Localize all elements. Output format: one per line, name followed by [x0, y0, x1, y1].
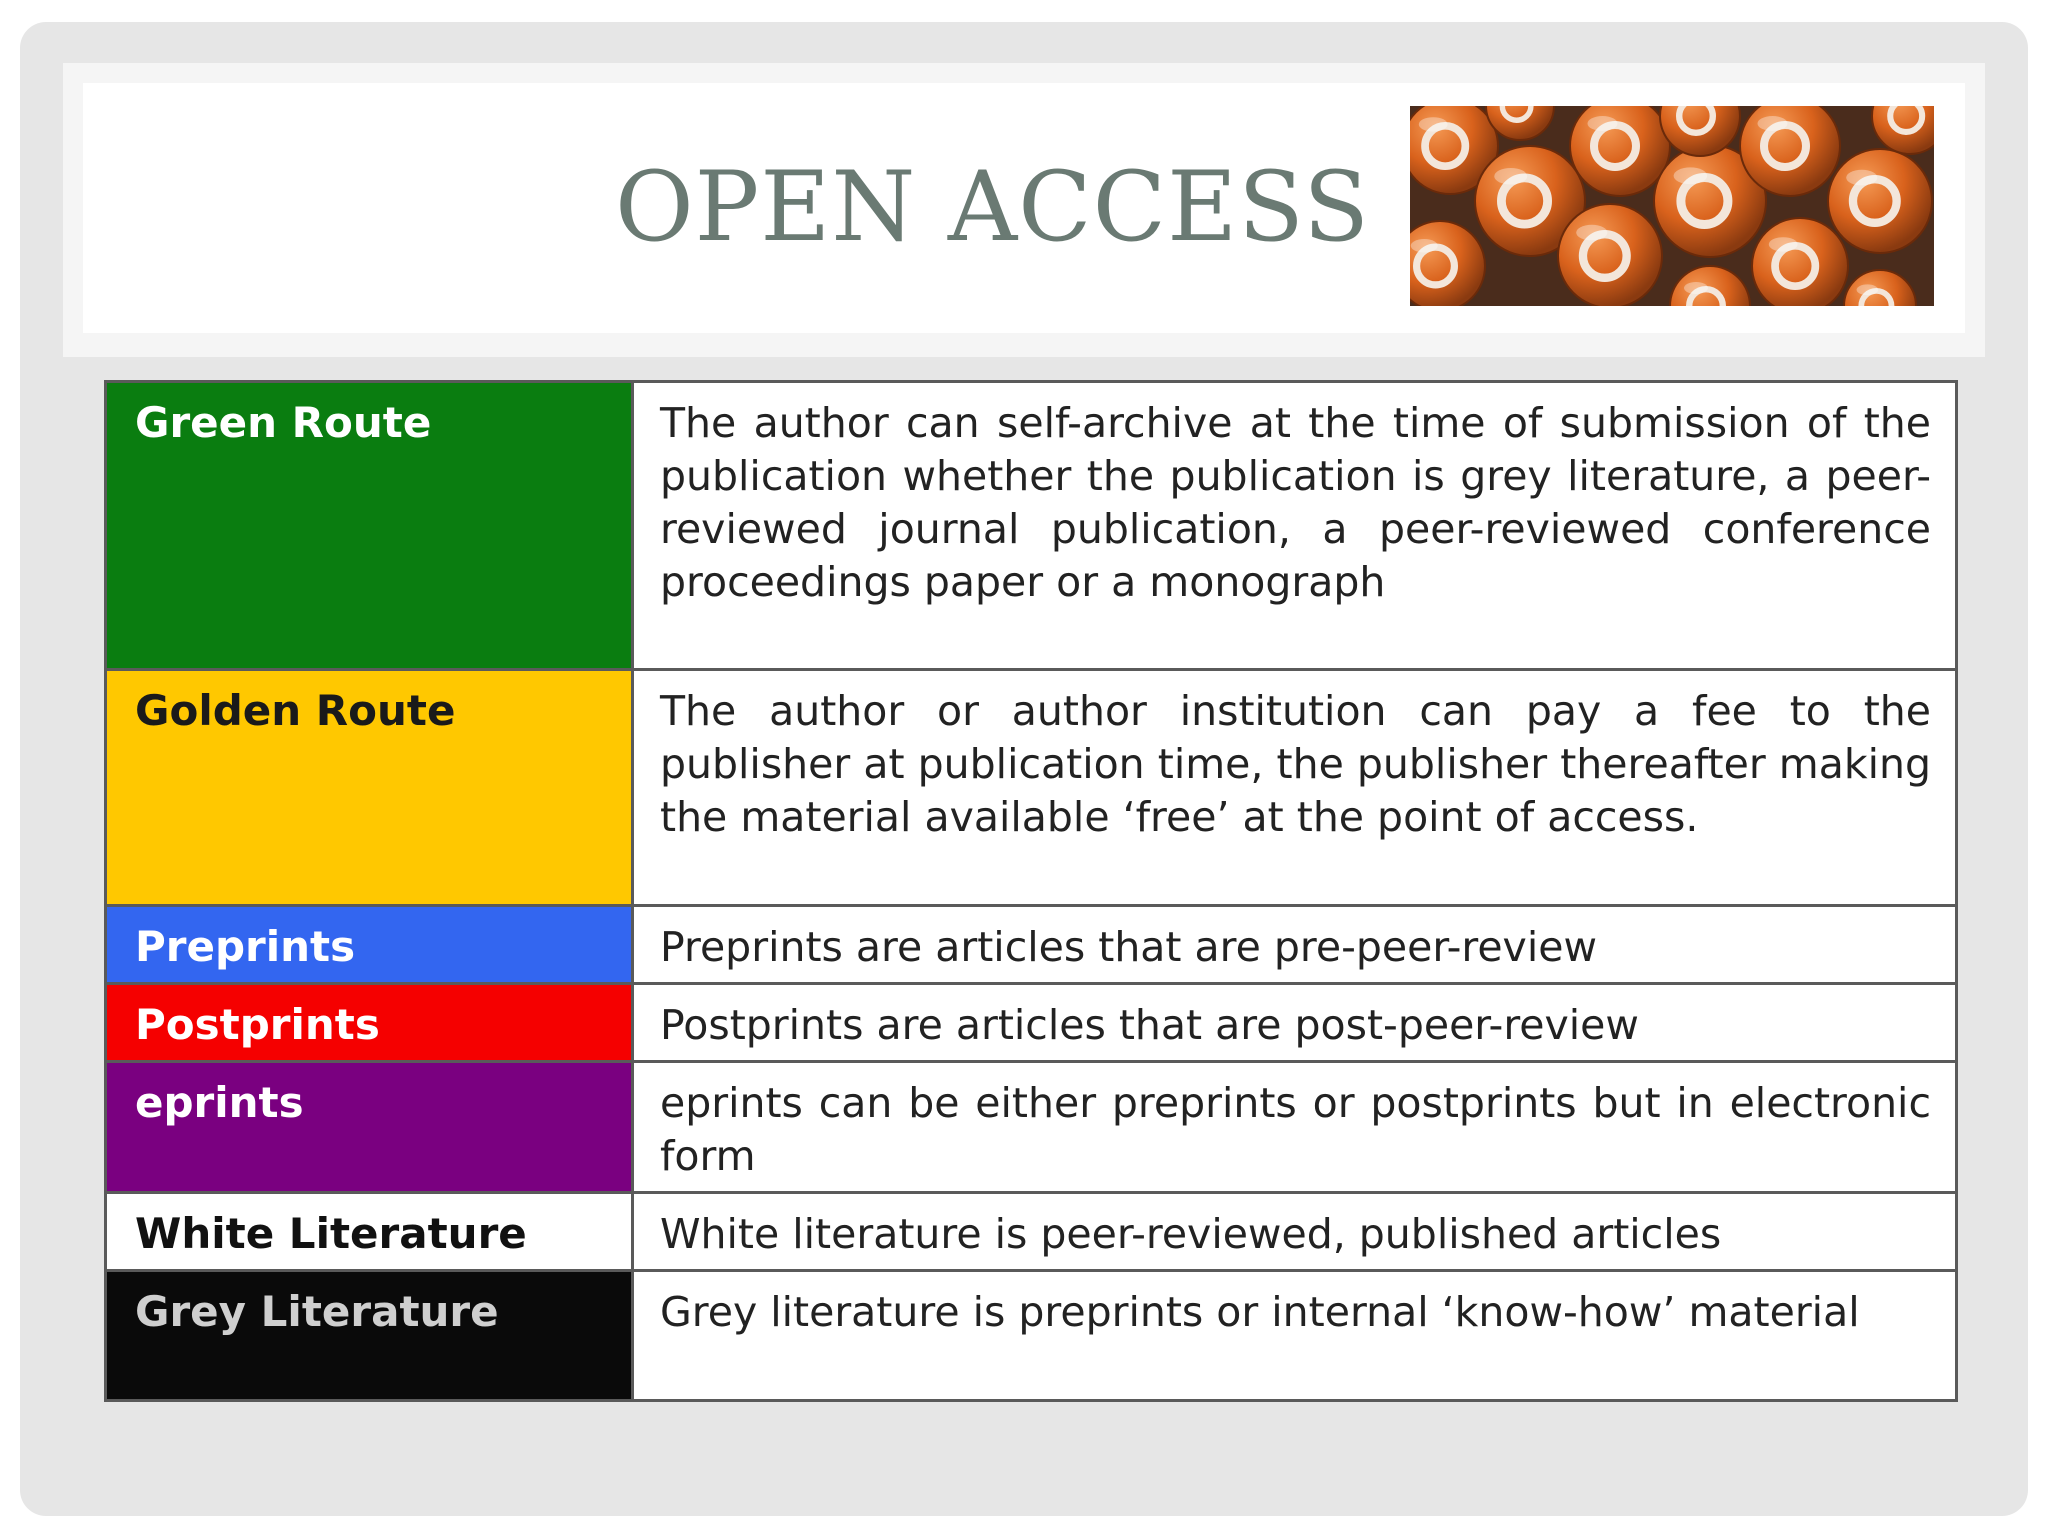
badge-highlight [1419, 117, 1448, 131]
term-cell-white-literature: White Literature [106, 1193, 633, 1271]
badge-shape [1740, 106, 1840, 196]
description-cell: Preprints are articles that are pre-peer-review [633, 906, 1957, 984]
badge-shape [1558, 204, 1662, 306]
badge-highlight [1846, 170, 1877, 186]
badge-highlight [1674, 167, 1708, 184]
badge-highlight [1588, 116, 1618, 131]
description-cell: Grey literature is preprints or internal ‘know-how’ material [633, 1271, 1957, 1401]
badge-highlight [1494, 168, 1527, 185]
badge-highlight [1769, 237, 1798, 251]
table-row [106, 1271, 1957, 1401]
term-cell-green-route: Green Route [106, 382, 633, 670]
table-row [106, 382, 1957, 670]
description-cell: The author or author institution can pay a fee to the publisher at publication time, the publisher thereafter making the material available ‘free’ at the point of access. [633, 670, 1957, 906]
description-cell: The author can self-archive at the time of submission of the publication whether the publication is grey literature, a peer-reviewed journal publication, a peer-reviewed conference proceedings paper or a monograph [633, 382, 1957, 670]
term-cell-eprints: eprints [106, 1062, 633, 1193]
badge-shape [1828, 149, 1932, 253]
table-row [106, 906, 1957, 984]
description-cell: White literature is peer-reviewed, published articles [633, 1193, 1957, 1271]
badge-highlight [1857, 284, 1879, 295]
badge-highlight [1758, 116, 1788, 131]
badge-highlight [1411, 239, 1438, 253]
table-row [106, 1062, 1957, 1193]
open-access-badges-photo [1410, 106, 1934, 306]
badge-highlight [1684, 282, 1708, 294]
open-access-terms-table [104, 380, 1958, 1402]
term-cell-preprints: Preprints [106, 906, 633, 984]
table-row [106, 984, 1957, 1062]
table-row [106, 1193, 1957, 1271]
badge-highlight [1576, 225, 1607, 241]
term-cell-postprints: Postprints [106, 984, 633, 1062]
description-cell: eprints can be either preprints or postprints but in electronic form [633, 1062, 1957, 1193]
badge-shape [1570, 106, 1670, 196]
table-row [106, 670, 1957, 906]
term-cell-grey-literature: Grey Literature [106, 1271, 633, 1401]
badge-shape [1752, 218, 1848, 306]
term-cell-golden-route: Golden Route [106, 670, 633, 906]
description-cell: Postprints are articles that are post-peer-review [633, 984, 1957, 1062]
slide-title: OPEN ACCESS [614, 151, 1370, 263]
